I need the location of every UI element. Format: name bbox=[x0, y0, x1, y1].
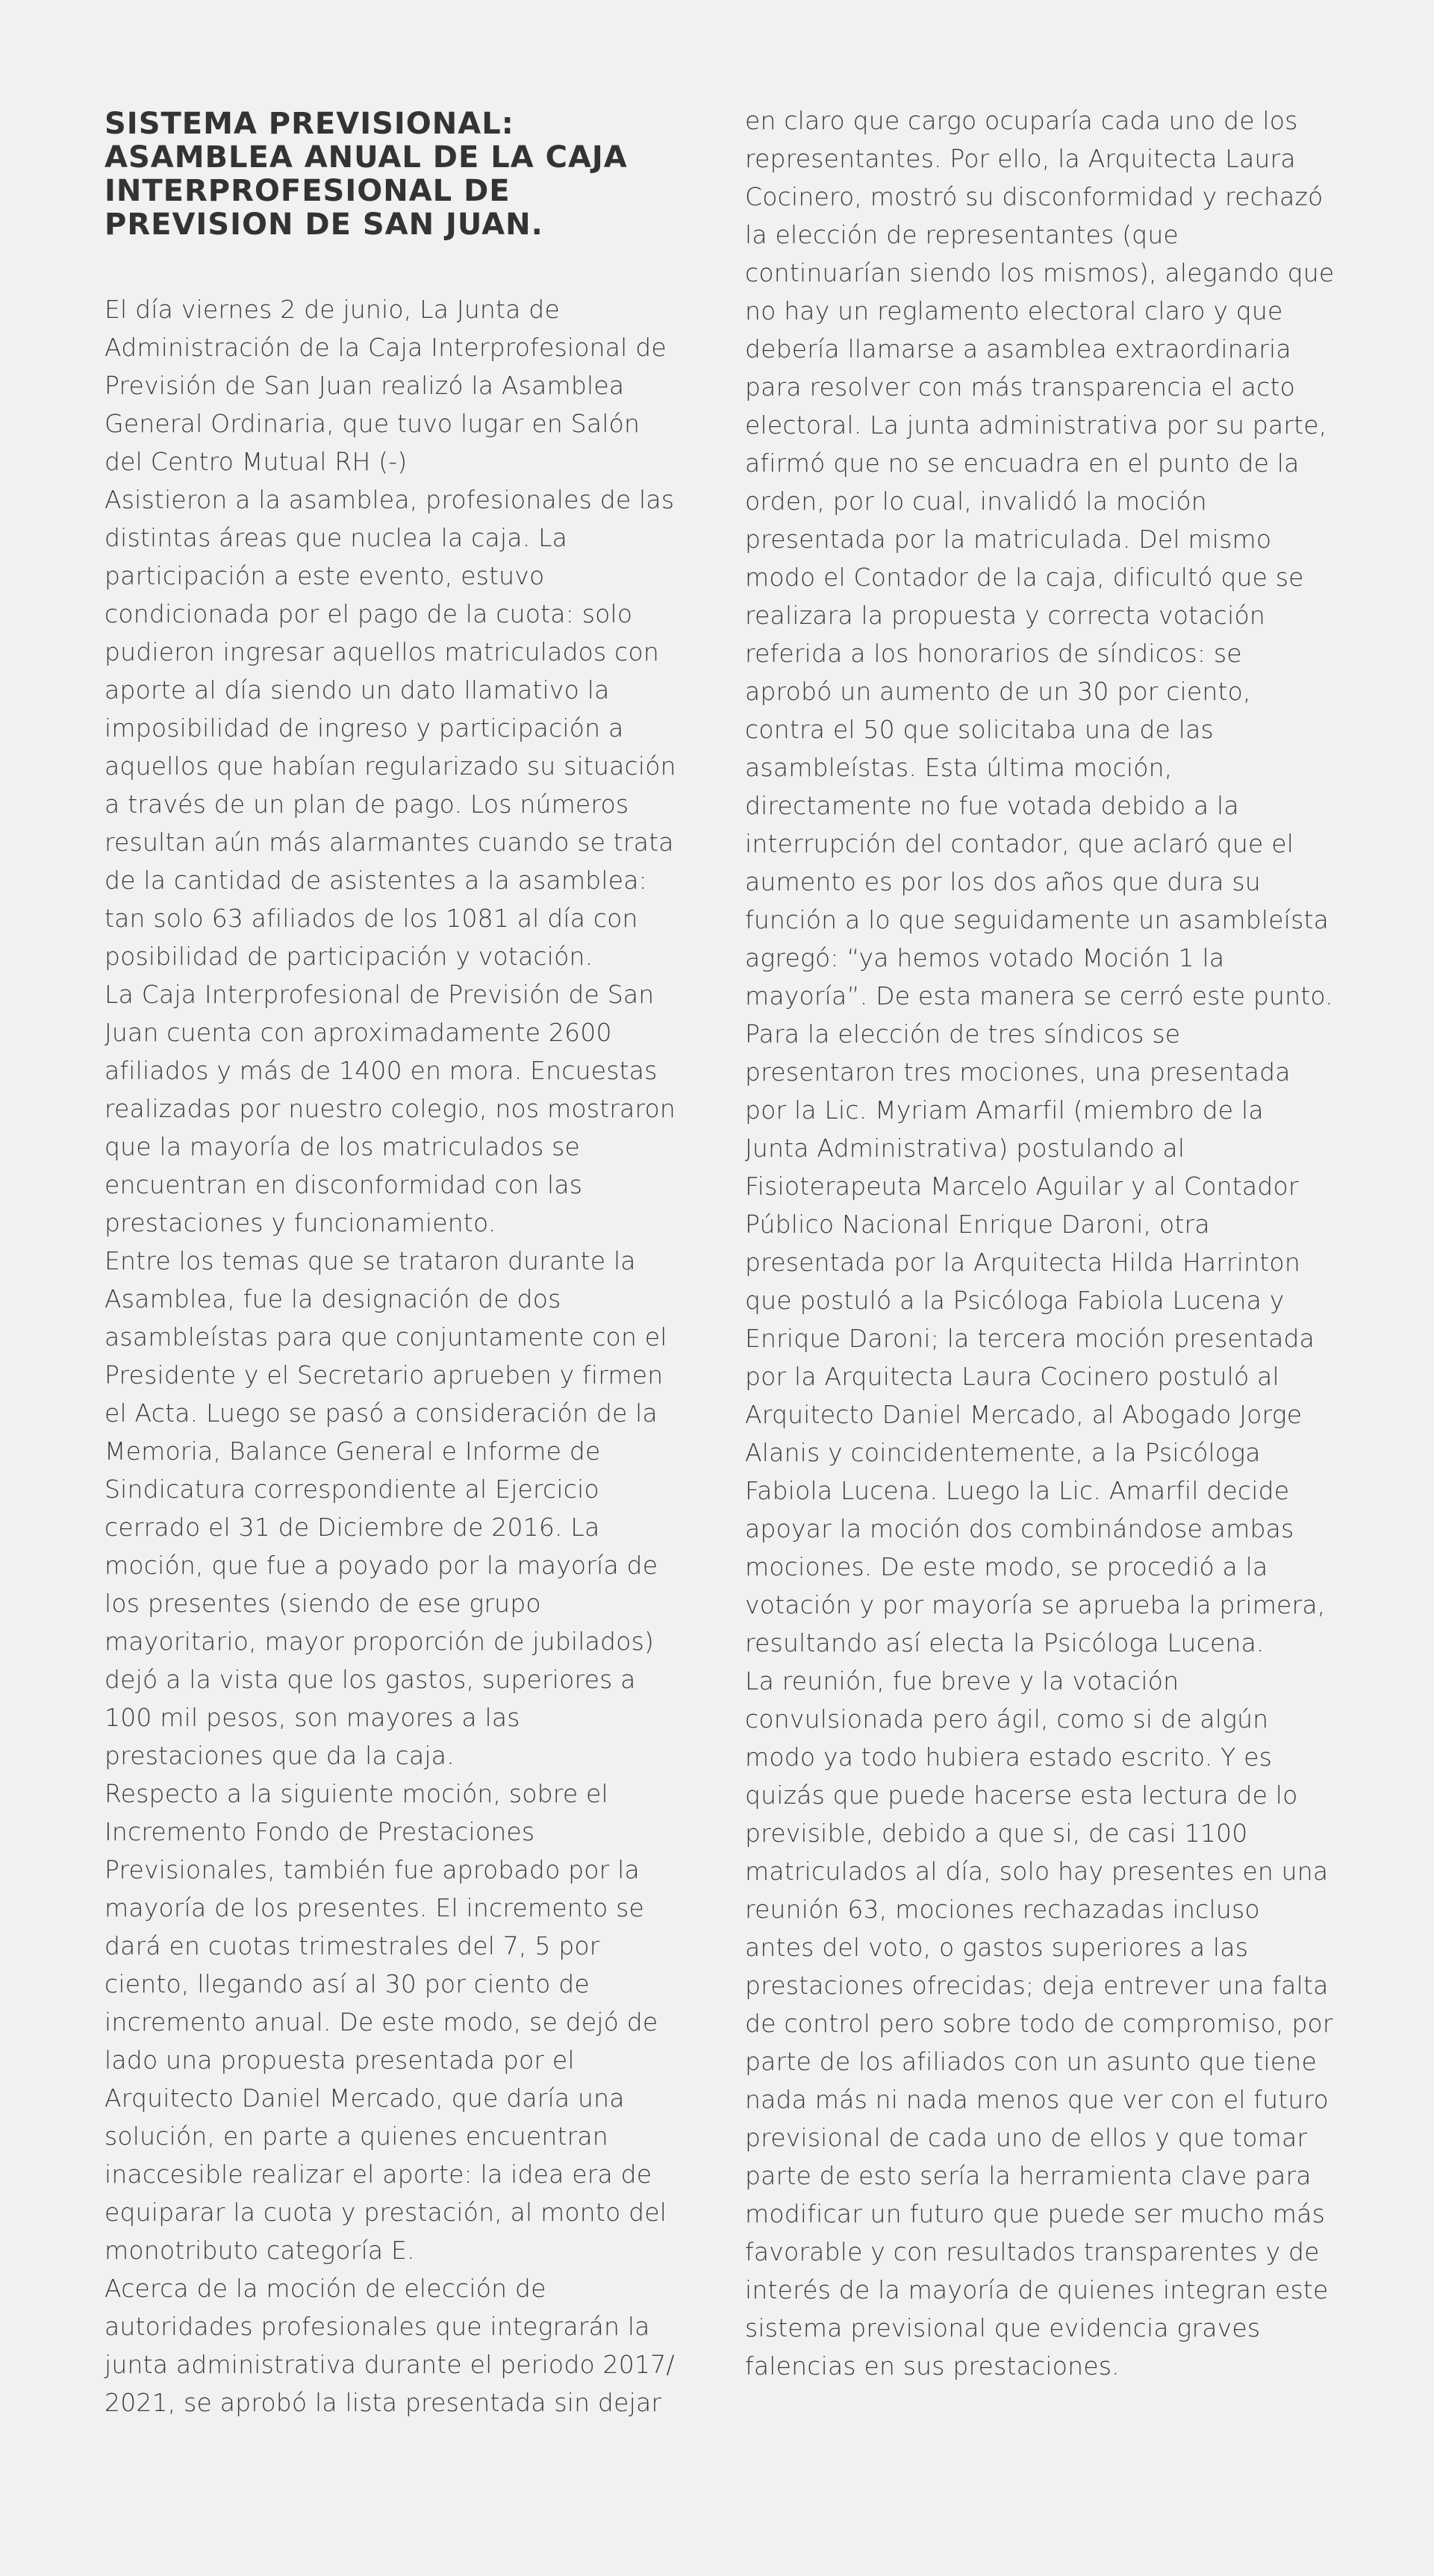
paragraph: El día viernes 2 de junio, La Junta de Administración de la Caja Interprofesional de Previsión de San Juan realizó la Asamblea General Ordinaria, que tuvo lugar en Salón del Centro Mutual RH (-) bbox=[105, 295, 667, 476]
paragraph: Acerca de la moción de elección de autoridades profesionales que integrarán la junta administrativa durante el periodo 2017/ 2021, se aprobó la lista presentada sin dejar bbox=[105, 2274, 675, 2417]
paragraph: Para la elección de tres síndicos se presentaron tres mociones, una presentada por la Lic. Myriam Amarfil (miembro de la Junta Administrativa) postulando al Fisioterapeuta Marcelo Aguilar y al Contador Público Nacional Enrique Daroni, otra presentada por la Arquitecta Hilda Harrinton que postuló a la Psicóloga Fabiola Lucena y Enrique Daroni; la tercera moción presentada por la Arquitecta Laura Cocinero postuló al Arquitecto Daniel Mercado, al Abogado Jorge Alanis y coincidentemente, a la Psicóloga Fabiola Lucena. Luego la Lic. Amarfil decide apoyar la moción dos combinándose ambas mociones. De este modo, se procedió a la votación y por mayoría se aprueba la primera, resultando así electa la Psicóloga Lucena. bbox=[745, 1019, 1326, 1657]
article-title: SISTEMA PREVISIONAL: ASAMBLEA ANUAL DE LA CAJA INTERPROFESIONAL DE PREVISION DE SAN JUAN. bbox=[105, 107, 628, 242]
paragraph: La reunión, fue breve y la votación convulsionada pero ágil, como si de algún modo ya todo hubiera estado escrito. Y es quizás que puede hacerse esta lectura de lo previsible, debido a que si, de casi 1100 matriculados al día, solo hay presentes en una reunión 63, mociones rechazadas incluso antes del voto, o gastos superiores a las prestaciones ofrecidas; deja entrever una falta de control pero sobre todo de compromiso, por parte de los afiliados con un asunto que tiene nada más ni nada menos que ver con el futuro previsional de cada uno de ellos y que tomar parte de esto sería la herramienta clave para modificar un futuro que puede ser mucho más favorable y con resultados transparentes y de interés de la mayoría de quienes integran este sistema previsional que evidencia graves falencias en sus prestaciones. bbox=[745, 1666, 1333, 2380]
paragraph: en claro que cargo ocuparía cada uno de los representantes. Por ello, la Arquitecta Laura Cocinero, mostró su disconformidad y rechazó la elección de representantes (que continuarían siendo los mismos), alegando que no hay un reglamento electoral claro y que debería llamarse a asamblea extraordinaria para resolver con más transparencia el acto electoral. La junta administrativa por su parte, afirmó que no se encuadra en el punto de la orden, por lo cual, invalidó la moción presentada por la matriculada. Del mismo modo el Contador de la caja, dificultó que se realizara la propuesta y correcta votación referida a los honorarios de síndicos: se aprobó un aumento de un 30 por ciento, contra el 50 que solicitaba una de las asambleístas. Esta última moción, directamente no fue votada debido a la interrupción del contador, que aclaró que el aumento es por los dos años que dura su función a lo que seguidamente un asambleísta agregó: “ya hemos votado Moción 1 la mayoría”. De esta manera se cerró este punto. bbox=[745, 106, 1335, 1010]
right-column bbox=[745, 101, 1335, 2385]
paragraph: Respecto a la siguiente moción, sobre el Incremento Fondo de Prestaciones Previsionales, también fue aprobado por la mayoría de los presentes. El incremento se dará en cuotas trimestrales del 7, 5 por ciento, llegando así al 30 por ciento de incremento anual. De este modo, se dejó de lado una propuesta presentada por el Arquitecto Daniel Mercado, que daría una solución, en parte a quienes encuentran inaccesible realizar el aporte: la idea era de equiparar la cuota y prestación, al monto del monotributo categoría E. bbox=[105, 1779, 667, 2265]
paragraph: Entre los temas que se trataron durante la Asamblea, fue la designación de dos asambleístas para que conjuntamente con el Presidente y el Secretario aprueben y firmen el Acta. Luego se pasó a consideración de la Memoria, Balance General e Informe de Sindicatura correspondiente al Ejercicio cerrado el 31 de Diciembre de 2016. La moción, que fue a poyado por la mayoría de los presentes (siendo de ese grupo mayoritario, mayor proporción de jubilados) dejó a la vista que los gastos, superiores a 100 mil pesos, son mayores a las prestaciones que da la caja. bbox=[105, 1246, 667, 1770]
left-column bbox=[105, 101, 679, 2422]
paragraph: Asistieron a la asamblea, profesionales de las distintas áreas que nuclea la caja. La participación a este evento, estuvo condicionada por el pago de la cuota: solo pudieron ingresar aquellos matriculados con aporte al día siendo un dato llamativo la imposibilidad de ingreso y participación a aquellos que habían regularizado su situación a través de un plan de pago. Los números resultan aún más alarmantes cuando se trata de la cantidad de asistentes a la asamblea: tan solo 63 afiliados de los 1081 al día con posibilidad de participación y votación. bbox=[105, 485, 676, 971]
paragraph: La Caja Interprofesional de Previsión de San Juan cuenta con aproximadamente 2600 afiliados y más de 1400 en mora. Encuestas realizadas por nuestro colegio, nos mostraron que la mayoría de los matriculados se encuentran en disconformidad con las prestaciones y funcionamiento. bbox=[105, 980, 676, 1237]
